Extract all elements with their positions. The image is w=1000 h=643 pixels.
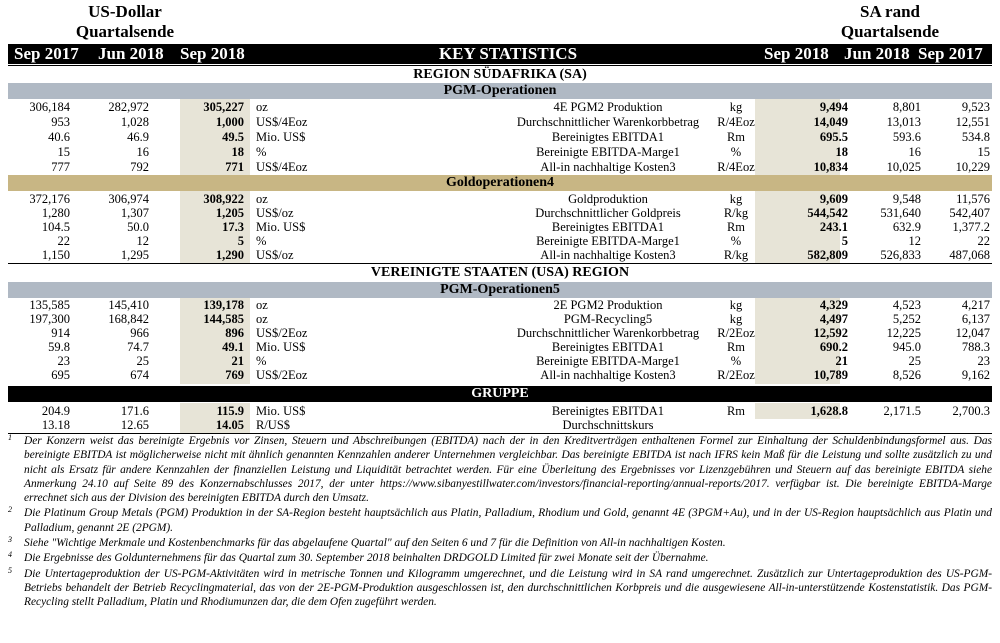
usd-sep2018-cell: 1,000 <box>215 115 244 129</box>
zar-sep2017-cell: 10,229 <box>955 160 990 174</box>
table-row <box>8 100 992 114</box>
zar-sep2017-cell: 12,551 <box>955 115 990 129</box>
usd-unit-cell: Mio. US$ <box>256 130 306 144</box>
usd-jun2018-cell: 25 <box>136 354 149 368</box>
table-row <box>8 206 992 220</box>
usd-jun2018-cell: 16 <box>136 145 149 159</box>
usd-sep2017-cell: 204.9 <box>41 404 70 418</box>
zar-unit-cell: R/kg <box>723 248 749 262</box>
zar-sep2018-cell: 243.1 <box>819 220 848 234</box>
footnote <box>8 567 992 610</box>
usd-sep2017-cell: 135,585 <box>29 298 70 312</box>
zar-header <box>820 2 960 42</box>
zar-header-title: SA rand <box>860 2 920 21</box>
usd-unit-cell: oz <box>256 312 268 326</box>
table-row <box>8 404 992 418</box>
zar-jun2018-cell: 5,252 <box>892 312 921 326</box>
zar-jun2018-cell: 9,548 <box>892 192 921 206</box>
metric-label: All-in nachhaltige Kosten3 <box>540 160 676 174</box>
zar-sep2018-cell: 10,789 <box>813 368 848 382</box>
metric-label: 2E PGM2 Produktion <box>553 298 663 312</box>
usd-sep2018-cell: 139,178 <box>203 298 244 312</box>
usd-sep2017-cell: 306,184 <box>29 100 70 114</box>
usd-jun2018-cell: 1,307 <box>120 206 149 220</box>
usd-sep2017-cell: 1,280 <box>41 206 70 220</box>
usd-sep2017-cell: 777 <box>51 160 70 174</box>
table-row <box>8 130 992 144</box>
table-row <box>8 192 992 206</box>
zar-sep2018-cell: 12,592 <box>813 326 848 340</box>
usd-unit-cell: US$/2Eoz <box>256 368 308 382</box>
metric-label: Bereinigte EBITDA-Marge1 <box>536 354 680 368</box>
footnote-number: 5 <box>8 565 12 575</box>
zar-unit-cell: Rm <box>726 220 746 234</box>
usd-unit-cell: US$/4Eoz <box>256 115 308 129</box>
metric-label: Bereinigtes EBITDA1 <box>551 340 665 354</box>
zar-sep2018-cell: 695.5 <box>819 130 848 144</box>
zar-jun2018-cell: 2,171.5 <box>883 404 921 418</box>
usd-jun2018-cell: 1,295 <box>120 248 149 262</box>
table-row <box>8 115 992 129</box>
table-row <box>8 248 992 262</box>
zar-sep2017-cell: 23 <box>977 354 990 368</box>
usd-unit-cell: US$/2Eoz <box>256 326 308 340</box>
usd-sep2018-cell: 49.5 <box>222 130 244 144</box>
metric-label: Durchschnittlicher Goldpreis <box>535 206 681 220</box>
zar-sep2018-cell: 5 <box>841 234 848 248</box>
col-usd-jun2018: Jun 2018 <box>98 44 164 63</box>
metric-label: Bereinigtes EBITDA1 <box>551 220 665 234</box>
zar-sep2017-cell: 22 <box>977 234 990 248</box>
col-zar-jun2018: Jun 2018 <box>844 44 910 63</box>
usd-jun2018-cell: 46.9 <box>127 130 149 144</box>
usd-sep2017-cell: 1,150 <box>41 248 70 262</box>
usd-unit-cell: Mio. US$ <box>256 340 306 354</box>
usd-jun2018-cell: 12 <box>136 234 149 248</box>
zar-jun2018-cell: 13,013 <box>886 115 921 129</box>
usd-sep2017-cell: 695 <box>51 368 70 382</box>
table-row <box>8 354 992 368</box>
footnote-text: Die Platinum Group Metals (PGM) Produktion in der SA-Region besteht hauptsächlich aus Platin, Palladium, Rhodium und Gold, genannt 4E (3PGM+Au), und in der US-Region hauptsächlich aus Platin und Palladium, genannt 2E (2PGM). <box>24 507 992 534</box>
metric-label: Bereinigtes EBITDA1 <box>551 404 665 418</box>
zar-jun2018-cell: 945.0 <box>892 340 921 354</box>
zar-unit-cell: % <box>730 354 742 368</box>
zar-jun2018-cell: 632.9 <box>892 220 921 234</box>
metric-label: Bereinigtes EBITDA1 <box>551 130 665 144</box>
zar-sep2017-cell: 6,137 <box>961 312 990 326</box>
zar-sep2017-cell: 12,047 <box>955 326 990 340</box>
zar-jun2018-cell: 16 <box>908 145 921 159</box>
zar-sep2017-cell: 487,068 <box>949 248 990 262</box>
usd-sep2018-cell: 1,205 <box>215 206 244 220</box>
zar-jun2018-cell: 8,526 <box>892 368 921 382</box>
zar-unit-cell: R/4Eoz <box>717 160 755 174</box>
zar-unit-cell: kg <box>729 298 743 312</box>
zar-jun2018-cell: 531,640 <box>880 206 921 220</box>
usd-unit-cell: oz <box>256 100 268 114</box>
usd-unit-cell: US$/oz <box>256 206 294 220</box>
zar-sep2018-cell: 1,628.8 <box>810 404 848 418</box>
usd-unit-cell: oz <box>256 298 268 312</box>
zar-unit-cell: % <box>730 234 742 248</box>
table-row <box>8 234 992 248</box>
zar-sep2017-cell: 11,576 <box>956 192 990 206</box>
zar-sep2018-cell: 544,542 <box>807 206 848 220</box>
zar-sep2018-cell: 4,329 <box>819 298 848 312</box>
usd-unit-cell: Mio. US$ <box>256 220 306 234</box>
table-row <box>8 160 992 174</box>
usd-jun2018-cell: 966 <box>130 326 149 340</box>
zar-jun2018-cell: 526,833 <box>880 248 921 262</box>
usd-sep2017-cell: 40.6 <box>48 130 70 144</box>
usd-sep2017-cell: 59.8 <box>48 340 70 354</box>
zar-jun2018-cell: 12,225 <box>886 326 921 340</box>
table-row <box>8 340 992 354</box>
footnote <box>8 506 992 535</box>
zar-unit-cell: Rm <box>726 404 746 418</box>
usd-jun2018-cell: 74.7 <box>127 340 149 354</box>
zar-unit-cell: R/4Eoz <box>717 115 755 129</box>
footnote-text: Die Untertageproduktion der US-PGM-Aktivitäten wird in metrische Tonnen und Kilogramm umgerechnet, und die Leistung wird in SA rand umgerechnet. Zusätzlich zur Untertageproduktion des US-PGM-Betriebs behandelt der Betrieb Recyclingmaterial, das von der 2E-PGM-Produktion ausgeschlossen ist, den durchschnittlichen Korbpreis und die ausgewiesene All-in-unterstützende Kostenstatistik. Das PGM-Recycling stellt Palladium, Platin und Rhodiumunzen dar, die dem Ofen zugeführt werden. <box>24 567 992 609</box>
usd-sep2018-cell: 14.05 <box>215 418 244 432</box>
table-row <box>8 298 992 312</box>
usd-sep2018-cell: 769 <box>225 368 244 382</box>
usd-header <box>60 2 190 42</box>
metric-label: PGM-Recycling5 <box>563 312 653 326</box>
table-row <box>8 312 992 326</box>
usd-jun2018-cell: 674 <box>130 368 149 382</box>
zar-sep2017-cell: 4,217 <box>961 298 990 312</box>
zar-unit-cell: R/kg <box>723 206 749 220</box>
metric-label: Durchschnittlicher Warenkorbbetrag <box>516 326 700 340</box>
zar-sep2018-cell: 690.2 <box>819 340 848 354</box>
section-pgm-operations-usa: PGM-Operationen5 <box>8 282 992 298</box>
usd-unit-cell: US$/4Eoz <box>256 160 308 174</box>
zar-sep2017-cell: 9,523 <box>961 100 990 114</box>
col-key-statistics: KEY STATISTICS <box>438 44 578 63</box>
footnote-number: 3 <box>8 535 12 545</box>
zar-sep2017-cell: 788.3 <box>961 340 990 354</box>
zar-jun2018-cell: 25 <box>908 354 921 368</box>
usd-sep2018-cell: 21 <box>231 354 244 368</box>
zar-sep2018-cell: 4,497 <box>819 312 848 326</box>
table-row <box>8 368 992 382</box>
zar-sep2018-cell: 14,049 <box>813 115 848 129</box>
usd-jun2018-cell: 171.6 <box>120 404 149 418</box>
zar-sep2018-cell: 21 <box>835 354 848 368</box>
metric-label: All-in nachhaltige Kosten3 <box>540 368 676 382</box>
usd-unit-cell: % <box>256 354 267 368</box>
zar-jun2018-cell: 593.6 <box>892 130 921 144</box>
zar-sep2018-cell: 9,609 <box>819 192 848 206</box>
usd-sep2018-cell: 771 <box>225 160 244 174</box>
usd-sep2017-cell: 953 <box>51 115 70 129</box>
usd-jun2018-cell: 50.0 <box>127 220 149 234</box>
zar-unit-cell: Rm <box>726 340 746 354</box>
usd-sep2017-cell: 15 <box>57 145 70 159</box>
footnote <box>8 434 992 505</box>
footnote <box>8 536 992 550</box>
zar-unit-cell: % <box>730 145 742 159</box>
usd-sep2017-cell: 372,176 <box>29 192 70 206</box>
col-usd-sep2017: Sep 2017 <box>14 44 79 63</box>
metric-label: Bereinigte EBITDA-Marge1 <box>536 145 680 159</box>
table-row <box>8 220 992 234</box>
usd-sep2018-cell: 49.1 <box>222 340 244 354</box>
usd-sep2018-cell: 5 <box>237 234 244 248</box>
zar-header-subtitle: Quartalsende <box>840 22 940 41</box>
usd-sep2017-cell: 13.18 <box>41 418 70 432</box>
usd-jun2018-cell: 12.65 <box>120 418 149 432</box>
usd-sep2018-cell: 1,290 <box>215 248 244 262</box>
table-row <box>8 418 992 432</box>
zar-unit-cell: kg <box>729 192 743 206</box>
region-usa: VEREINIGTE STAATEN (USA) REGION <box>8 263 992 281</box>
usd-sep2018-cell: 17.3 <box>222 220 244 234</box>
usd-sep2017-cell: 23 <box>57 354 70 368</box>
section-group: GRUPPE <box>8 386 992 402</box>
zar-unit-cell: kg <box>729 312 743 326</box>
footnote <box>8 551 992 565</box>
zar-unit-cell: R/2Eoz <box>717 326 755 340</box>
col-zar-sep2018: Sep 2018 <box>764 44 829 63</box>
usd-sep2017-cell: 914 <box>51 326 70 340</box>
usd-jun2018-cell: 168,842 <box>108 312 149 326</box>
column-header-bar <box>8 44 992 64</box>
footnote-number: 4 <box>8 550 12 560</box>
footnote-number: 2 <box>8 505 12 515</box>
footnote-text: Siehe "Wichtige Merkmale und Kostenbenchmarks für das abgelaufene Quartal" auf den Seiten 6 und 7 für die Definition von All-in nachhaltigen Kosten. <box>24 537 726 550</box>
usd-sep2017-cell: 22 <box>57 234 70 248</box>
usd-sep2018-cell: 896 <box>225 326 244 340</box>
usd-sep2017-cell: 104.5 <box>41 220 70 234</box>
section-gold-operations: Goldoperationen4 <box>8 175 992 191</box>
usd-sep2018-cell: 305,227 <box>203 100 244 114</box>
table-row <box>8 326 992 340</box>
usd-sep2018-cell: 18 <box>231 145 244 159</box>
footnote-text: Die Ergebnisse des Goldunternehmens für das Quartal zum 30. September 2018 beinhalten DRDGOLD Limited für zwei Monate seit der Übernahme. <box>24 552 709 565</box>
zar-sep2018-cell: 582,809 <box>807 248 848 262</box>
metric-label: All-in nachhaltige Kosten3 <box>540 248 676 262</box>
usd-jun2018-cell: 306,974 <box>108 192 149 206</box>
zar-sep2018-cell: 18 <box>835 145 848 159</box>
usd-jun2018-cell: 792 <box>130 160 149 174</box>
zar-jun2018-cell: 12 <box>908 234 921 248</box>
usd-unit-cell: US$/oz <box>256 248 294 262</box>
usd-sep2018-cell: 144,585 <box>203 312 244 326</box>
usd-unit-cell: oz <box>256 192 268 206</box>
metric-label: Durchschnittskurs <box>562 418 654 432</box>
zar-unit-cell: R/2Eoz <box>717 368 755 382</box>
metric-label: Durchschnittlicher Warenkorbbetrag <box>516 115 700 129</box>
usd-sep2017-cell: 197,300 <box>29 312 70 326</box>
metric-label: Goldproduktion <box>568 192 648 206</box>
zar-sep2018-cell: 9,494 <box>819 100 848 114</box>
footnotes <box>8 434 992 611</box>
usd-header-title: US-Dollar <box>88 2 162 21</box>
region-sa: REGION SÜDAFRIKA (SA) <box>8 65 992 83</box>
usd-sep2018-cell: 308,922 <box>203 192 244 206</box>
table-row <box>8 145 992 159</box>
usd-sep2018-cell: 115.9 <box>216 404 244 418</box>
metric-label: Bereinigte EBITDA-Marge1 <box>536 234 680 248</box>
zar-unit-cell: Rm <box>726 130 746 144</box>
metric-label: 4E PGM2 Produktion <box>553 100 663 114</box>
usd-jun2018-cell: 145,410 <box>108 298 149 312</box>
zar-jun2018-cell: 8,801 <box>892 100 921 114</box>
zar-sep2017-cell: 1,377.2 <box>952 220 990 234</box>
col-zar-sep2017: Sep 2017 <box>918 44 983 63</box>
zar-sep2017-cell: 534.8 <box>961 130 990 144</box>
section-pgm-operations: PGM-Operationen <box>8 83 992 99</box>
usd-unit-cell: Mio. US$ <box>256 404 306 418</box>
footnote-text: Der Konzern weist das bereinigte Ergebnis vor Zinsen, Steuern und Abschreibungen (EBITDA) nach der in den Kreditverträgen enthaltenen Formel zur Einhaltung der Schuldenbindungsformel aus. Das bereinigte EBITDA ist möglicherweise nicht mit ähnlich genannten Kennzahlen anderer Unternehmen vergleichbar. Das bereinigte EBITDA ist nach IFRS kein Maß für die Leistung und sollte zusätzlich zu und nicht als Ersatz für andere Kennzahlen der finanziellen Leistung und Liquidität betrachtet werden. Für eine Überleitung des Ergebnisses vor Lizenzgebühren und Steuern auf das bereinigte EBITDA siehe Anmerkung 24.10 auf Seite 89 des Konzernabschlusses 2017, der unter https://www.sibanyestillwater.com/investors/financial-reporting/annual-reports/2017. verfügbar ist. Die bereinigte EBITDA-Marge errechnet sich aus der Division des bereinigten EBITDA durch den Umsatz. <box>24 435 992 505</box>
zar-sep2017-cell: 15 <box>977 145 990 159</box>
col-usd-sep2018: Sep 2018 <box>180 44 245 63</box>
usd-jun2018-cell: 1,028 <box>120 115 149 129</box>
zar-sep2017-cell: 9,162 <box>961 368 990 382</box>
usd-jun2018-cell: 282,972 <box>108 100 149 114</box>
usd-unit-cell: % <box>256 234 267 248</box>
zar-sep2018-cell: 10,834 <box>813 160 848 174</box>
footnote-number: 1 <box>8 433 12 442</box>
zar-jun2018-cell: 10,025 <box>886 160 921 174</box>
zar-unit-cell: kg <box>729 100 743 114</box>
usd-header-subtitle: Quartalsende <box>75 22 175 41</box>
zar-sep2017-cell: 2,700.3 <box>952 404 990 418</box>
zar-jun2018-cell: 4,523 <box>892 298 921 312</box>
usd-unit-cell: % <box>256 145 267 159</box>
zar-sep2017-cell: 542,407 <box>949 206 990 220</box>
usd-unit-cell: R/US$ <box>256 418 291 432</box>
